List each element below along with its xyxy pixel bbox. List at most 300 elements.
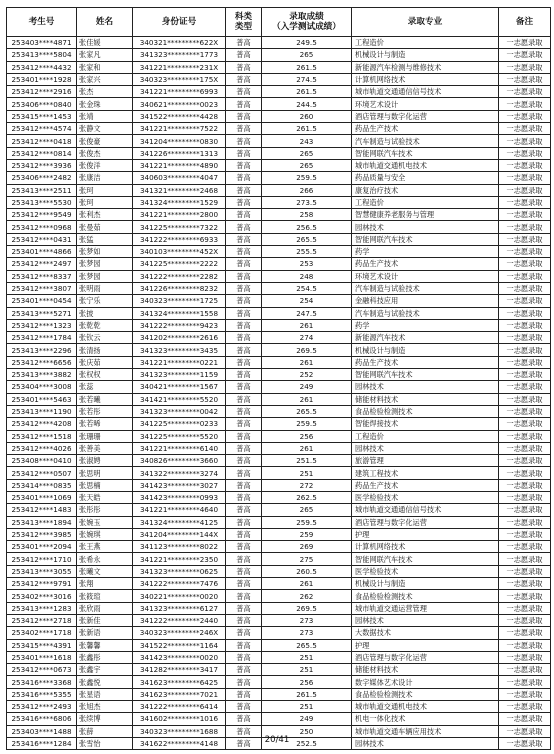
cell-major: 园林技术 bbox=[352, 737, 499, 749]
cell-idcard: 341423*********3027 bbox=[133, 479, 226, 491]
cell-type: 普高 bbox=[226, 209, 262, 221]
cell-type: 普高 bbox=[226, 184, 262, 196]
table-row bbox=[7, 98, 551, 110]
cell-major: 酒店管理与数字化运营 bbox=[352, 651, 499, 663]
cell-idcard: 341522*********4428 bbox=[133, 110, 226, 122]
table-row bbox=[7, 270, 551, 282]
cell-exam-id: 253412****0814 bbox=[7, 147, 77, 159]
table-row bbox=[7, 209, 551, 221]
cell-type: 普高 bbox=[226, 430, 262, 442]
cell-note: 一志愿录取 bbox=[499, 147, 551, 159]
cell-score: 251 bbox=[262, 467, 352, 479]
col-header-exam-id: 考生号 bbox=[7, 8, 77, 37]
cell-major: 酒店管理与数字化运营 bbox=[352, 110, 499, 122]
cell-note: 一志愿录取 bbox=[499, 553, 551, 565]
col-header-name: 姓名 bbox=[77, 8, 133, 37]
cell-note: 一志愿录取 bbox=[499, 123, 551, 135]
table-row bbox=[7, 565, 551, 577]
col-header-type-line1: 科类 bbox=[234, 12, 253, 22]
cell-note: 一志愿录取 bbox=[499, 516, 551, 528]
cell-score: 261.5 bbox=[262, 688, 352, 700]
cell-score: 261.5 bbox=[262, 86, 352, 98]
cell-major: 汽车制造与试验技术 bbox=[352, 282, 499, 294]
cell-exam-id: 253415****4391 bbox=[7, 639, 77, 651]
cell-idcard: 341226*********8232 bbox=[133, 282, 226, 294]
cell-idcard: 341222*********2440 bbox=[133, 614, 226, 626]
cell-name: 张俊豪 bbox=[77, 135, 133, 147]
cell-idcard: 341602*********1016 bbox=[133, 713, 226, 725]
cell-name: 张希永 bbox=[77, 553, 133, 565]
cell-score: 259.5 bbox=[262, 418, 352, 430]
col-header-score bbox=[262, 8, 352, 37]
cell-note: 一志愿录取 bbox=[499, 578, 551, 590]
cell-major: 园林技术 bbox=[352, 442, 499, 454]
cell-exam-id: 253415****1453 bbox=[7, 110, 77, 122]
cell-note: 一志愿录取 bbox=[499, 418, 551, 430]
cell-type: 普高 bbox=[226, 356, 262, 368]
cell-idcard: 341623*********6425 bbox=[133, 676, 226, 688]
cell-major: 储能材料技术 bbox=[352, 393, 499, 405]
cell-name: 张淑娉 bbox=[77, 455, 133, 467]
cell-name: 张旭杰 bbox=[77, 701, 133, 713]
cell-score: 274.5 bbox=[262, 73, 352, 85]
cell-note: 一志愿录取 bbox=[499, 639, 551, 651]
cell-note: 一志愿录取 bbox=[499, 491, 551, 503]
cell-major: 旅游管理 bbox=[352, 455, 499, 467]
table-row bbox=[7, 184, 551, 196]
cell-exam-id: 253401****0454 bbox=[7, 295, 77, 307]
cell-type: 普高 bbox=[226, 393, 262, 405]
table-row bbox=[7, 479, 551, 491]
cell-exam-id: 253413****1190 bbox=[7, 405, 77, 417]
cell-note: 一志愿录取 bbox=[499, 159, 551, 171]
cell-name: 张鑫悦 bbox=[77, 676, 133, 688]
cell-score: 253 bbox=[262, 258, 352, 270]
cell-idcard: 341324*********1558 bbox=[133, 307, 226, 319]
cell-score: 256 bbox=[262, 676, 352, 688]
cell-exam-id: 253413****3055 bbox=[7, 565, 77, 577]
cell-score: 250 bbox=[262, 725, 352, 737]
table-row bbox=[7, 467, 551, 479]
cell-exam-id: 253412****3936 bbox=[7, 159, 77, 171]
cell-score: 254 bbox=[262, 295, 352, 307]
cell-idcard: 341322*********3274 bbox=[133, 467, 226, 479]
cell-note: 一志愿录取 bbox=[499, 37, 551, 49]
cell-name: 张清扬 bbox=[77, 344, 133, 356]
table-row bbox=[7, 676, 551, 688]
cell-idcard: 341221*********6140 bbox=[133, 442, 226, 454]
cell-idcard: 341421*********5520 bbox=[133, 393, 226, 405]
cell-type: 普高 bbox=[226, 332, 262, 344]
table-row bbox=[7, 651, 551, 663]
cell-exam-id: 253412****2916 bbox=[7, 86, 77, 98]
cell-type: 普高 bbox=[226, 98, 262, 110]
cell-type: 普高 bbox=[226, 147, 262, 159]
cell-major: 城市轨道交通机电技术 bbox=[352, 701, 499, 713]
cell-note: 一志愿录取 bbox=[499, 381, 551, 393]
table-row bbox=[7, 578, 551, 590]
cell-major: 数字媒体艺术设计 bbox=[352, 676, 499, 688]
cell-score: 252 bbox=[262, 369, 352, 381]
col-header-idcard: 身份证号 bbox=[133, 8, 226, 37]
cell-note: 一志愿录取 bbox=[499, 676, 551, 688]
cell-note: 一志愿录取 bbox=[499, 627, 551, 639]
cell-type: 普高 bbox=[226, 676, 262, 688]
cell-type: 普高 bbox=[226, 590, 262, 602]
cell-note: 一志愿录取 bbox=[499, 356, 551, 368]
cell-exam-id: 253406****2482 bbox=[7, 172, 77, 184]
cell-exam-id: 253412****2718 bbox=[7, 614, 77, 626]
cell-name: 张梦如 bbox=[77, 246, 133, 258]
table-row bbox=[7, 110, 551, 122]
cell-name: 张善美 bbox=[77, 442, 133, 454]
cell-note: 一志愿录取 bbox=[499, 233, 551, 245]
cell-type: 普高 bbox=[226, 246, 262, 258]
cell-note: 一志愿录取 bbox=[499, 664, 551, 676]
cell-note: 一志愿录取 bbox=[499, 110, 551, 122]
cell-name: 张曼茹 bbox=[77, 221, 133, 233]
cell-note: 一志愿录取 bbox=[499, 295, 551, 307]
cell-name: 张乾乾 bbox=[77, 319, 133, 331]
cell-major: 工程造价 bbox=[352, 430, 499, 442]
cell-idcard: 341226*********1313 bbox=[133, 147, 226, 159]
cell-note: 一志愿录取 bbox=[499, 479, 551, 491]
cell-score: 249.5 bbox=[262, 37, 352, 49]
cell-exam-id: 253413****5530 bbox=[7, 196, 77, 208]
cell-name: 张王燕 bbox=[77, 541, 133, 553]
table-row bbox=[7, 221, 551, 233]
cell-major: 储能材料技术 bbox=[352, 664, 499, 676]
cell-name: 张新语 bbox=[77, 627, 133, 639]
cell-type: 普高 bbox=[226, 565, 262, 577]
cell-score: 265.5 bbox=[262, 233, 352, 245]
cell-type: 普高 bbox=[226, 578, 262, 590]
cell-type: 普高 bbox=[226, 49, 262, 61]
cell-exam-id: 253401****1928 bbox=[7, 73, 77, 85]
cell-type: 普高 bbox=[226, 73, 262, 85]
cell-score: 251.5 bbox=[262, 455, 352, 467]
table-row bbox=[7, 172, 551, 184]
cell-type: 普高 bbox=[226, 172, 262, 184]
cell-name: 张披 bbox=[77, 307, 133, 319]
cell-name: 张续博 bbox=[77, 713, 133, 725]
table-row bbox=[7, 307, 551, 319]
cell-score: 256.5 bbox=[262, 221, 352, 233]
cell-major: 工程造价 bbox=[352, 196, 499, 208]
cell-name: 张鑫彤 bbox=[77, 651, 133, 663]
cell-type: 普高 bbox=[226, 196, 262, 208]
cell-major: 新能源汽车技术 bbox=[352, 332, 499, 344]
cell-score: 261 bbox=[262, 356, 352, 368]
cell-exam-id: 253401****5463 bbox=[7, 393, 77, 405]
cell-type: 普高 bbox=[226, 110, 262, 122]
col-header-score-line2: （入学测试成绩） bbox=[272, 22, 341, 32]
table-row bbox=[7, 295, 551, 307]
cell-major: 酒店管理与数字化运营 bbox=[352, 516, 499, 528]
cell-note: 一志愿录取 bbox=[499, 430, 551, 442]
cell-exam-id: 253412****0507 bbox=[7, 467, 77, 479]
cell-idcard: 341324*********1529 bbox=[133, 196, 226, 208]
cell-major: 药学 bbox=[352, 319, 499, 331]
table-row bbox=[7, 344, 551, 356]
table-row bbox=[7, 381, 551, 393]
cell-idcard: 340621*********0023 bbox=[133, 98, 226, 110]
cell-idcard: 340323*********175X bbox=[133, 73, 226, 85]
cell-name: 张若曦 bbox=[77, 393, 133, 405]
cell-score: 261.5 bbox=[262, 61, 352, 73]
cell-exam-id: 253401****1069 bbox=[7, 491, 77, 503]
cell-exam-id: 253412****0431 bbox=[7, 233, 77, 245]
table-body bbox=[7, 37, 551, 750]
col-header-type-line2: 类型 bbox=[234, 22, 253, 32]
cell-note: 一志愿录取 bbox=[499, 725, 551, 737]
table-row bbox=[7, 246, 551, 258]
table-row bbox=[7, 602, 551, 614]
cell-note: 一志愿录取 bbox=[499, 184, 551, 196]
cell-type: 普高 bbox=[226, 369, 262, 381]
table-row bbox=[7, 455, 551, 467]
cell-note: 一志愿录取 bbox=[499, 713, 551, 725]
cell-exam-id: 253402****3016 bbox=[7, 590, 77, 602]
cell-exam-id: 253412****3807 bbox=[7, 282, 77, 294]
cell-note: 一志愿录取 bbox=[499, 405, 551, 417]
cell-name: 张蕊 bbox=[77, 381, 133, 393]
cell-note: 一志愿录取 bbox=[499, 307, 551, 319]
cell-major: 城市轨道交通车辆应用技术 bbox=[352, 725, 499, 737]
cell-type: 普高 bbox=[226, 418, 262, 430]
cell-major: 智能网联汽车技术 bbox=[352, 369, 499, 381]
cell-idcard: 341204*********144X bbox=[133, 528, 226, 540]
cell-score: 274 bbox=[262, 332, 352, 344]
cell-score: 258 bbox=[262, 209, 352, 221]
cell-major: 城市轨道交通通信信号技术 bbox=[352, 86, 499, 98]
cell-exam-id: 253412****4026 bbox=[7, 442, 77, 454]
cell-major: 园林技术 bbox=[352, 381, 499, 393]
cell-idcard: 341222*********6933 bbox=[133, 233, 226, 245]
cell-name: 张梦园 bbox=[77, 270, 133, 282]
cell-name: 张若彤 bbox=[77, 405, 133, 417]
col-header-note: 备注 bbox=[499, 8, 551, 37]
table-row bbox=[7, 159, 551, 171]
cell-idcard: 340421*********1567 bbox=[133, 381, 226, 393]
cell-idcard: 341423*********0993 bbox=[133, 491, 226, 503]
cell-exam-id: 253413****2511 bbox=[7, 184, 77, 196]
cell-note: 一志愿录取 bbox=[499, 442, 551, 454]
cell-note: 一志愿录取 bbox=[499, 196, 551, 208]
cell-exam-id: 253412****1518 bbox=[7, 430, 77, 442]
cell-name: 张明雨 bbox=[77, 282, 133, 294]
cell-type: 普高 bbox=[226, 541, 262, 553]
cell-type: 普高 bbox=[226, 664, 262, 676]
cell-type: 普高 bbox=[226, 713, 262, 725]
table-row bbox=[7, 319, 551, 331]
cell-idcard: 340221*********0020 bbox=[133, 590, 226, 602]
cell-type: 普高 bbox=[226, 639, 262, 651]
cell-exam-id: 253412****1323 bbox=[7, 319, 77, 331]
cell-exam-id: 253412****9791 bbox=[7, 578, 77, 590]
cell-exam-id: 253412****0968 bbox=[7, 221, 77, 233]
cell-exam-id: 253416****5355 bbox=[7, 688, 77, 700]
cell-name: 张思楠 bbox=[77, 479, 133, 491]
cell-exam-id: 253404****3008 bbox=[7, 381, 77, 393]
cell-exam-id: 253413****1283 bbox=[7, 602, 77, 614]
cell-major: 环境艺术设计 bbox=[352, 270, 499, 282]
cell-note: 一志愿录取 bbox=[499, 49, 551, 61]
table-row bbox=[7, 356, 551, 368]
cell-note: 一志愿录取 bbox=[499, 246, 551, 258]
cell-exam-id: 253412****4432 bbox=[7, 61, 77, 73]
cell-major: 城市轨道交通通信信号技术 bbox=[352, 504, 499, 516]
cell-score: 261 bbox=[262, 442, 352, 454]
cell-name: 张若晞 bbox=[77, 418, 133, 430]
cell-exam-id: 253406****0840 bbox=[7, 98, 77, 110]
cell-idcard: 341225*********7322 bbox=[133, 221, 226, 233]
cell-exam-id: 253412****9549 bbox=[7, 209, 77, 221]
cell-major: 机械设计与制造 bbox=[352, 49, 499, 61]
cell-score: 252.5 bbox=[262, 737, 352, 749]
cell-major: 环境艺术设计 bbox=[352, 98, 499, 110]
cell-name: 张筱瑄 bbox=[77, 590, 133, 602]
cell-exam-id: 253412****2493 bbox=[7, 701, 77, 713]
cell-score: 249 bbox=[262, 381, 352, 393]
cell-note: 一志愿录取 bbox=[499, 319, 551, 331]
cell-name: 张庆茹 bbox=[77, 356, 133, 368]
cell-note: 一志愿录取 bbox=[499, 701, 551, 713]
table-row bbox=[7, 701, 551, 713]
cell-exam-id: 253413****5804 bbox=[7, 49, 77, 61]
cell-exam-id: 253412****3985 bbox=[7, 528, 77, 540]
cell-exam-id: 253412****1710 bbox=[7, 553, 77, 565]
cell-note: 一志愿录取 bbox=[499, 221, 551, 233]
table-row bbox=[7, 123, 551, 135]
cell-name: 张静文 bbox=[77, 123, 133, 135]
cell-type: 普高 bbox=[226, 442, 262, 454]
cell-note: 一志愿录取 bbox=[499, 590, 551, 602]
cell-name: 张彤彤 bbox=[77, 504, 133, 516]
cell-idcard: 340323*********1725 bbox=[133, 295, 226, 307]
cell-idcard: 341282*********3417 bbox=[133, 664, 226, 676]
cell-major: 智能焊接技术 bbox=[352, 418, 499, 430]
table-row bbox=[7, 614, 551, 626]
cell-major: 建筑工程技术 bbox=[352, 467, 499, 479]
cell-exam-id: 253412****8337 bbox=[7, 270, 77, 282]
cell-exam-id: 253401****2094 bbox=[7, 541, 77, 553]
cell-score: 272 bbox=[262, 479, 352, 491]
cell-major: 食品检验检测技术 bbox=[352, 688, 499, 700]
cell-score: 260.5 bbox=[262, 565, 352, 577]
cell-score: 259.5 bbox=[262, 172, 352, 184]
cell-exam-id: 253414****0835 bbox=[7, 479, 77, 491]
cell-idcard: 341321*********2468 bbox=[133, 184, 226, 196]
cell-score: 269 bbox=[262, 541, 352, 553]
cell-note: 一志愿录取 bbox=[499, 467, 551, 479]
cell-name: 张靖 bbox=[77, 110, 133, 122]
cell-score: 262.5 bbox=[262, 491, 352, 503]
cell-note: 一志愿录取 bbox=[499, 270, 551, 282]
cell-exam-id: 253413****5271 bbox=[7, 307, 77, 319]
table-row bbox=[7, 541, 551, 553]
table-row bbox=[7, 37, 551, 49]
table-row bbox=[7, 61, 551, 73]
cell-note: 一志愿录取 bbox=[499, 282, 551, 294]
cell-score: 273 bbox=[262, 627, 352, 639]
cell-major: 药品生产技术 bbox=[352, 123, 499, 135]
cell-major: 智能网联汽车技术 bbox=[352, 233, 499, 245]
cell-name: 张金珠 bbox=[77, 98, 133, 110]
cell-idcard: 341323*********1773 bbox=[133, 49, 226, 61]
cell-exam-id: 253412****0418 bbox=[7, 135, 77, 147]
cell-major: 药品生产技术 bbox=[352, 258, 499, 270]
cell-note: 一志愿录取 bbox=[499, 541, 551, 553]
table-row bbox=[7, 282, 551, 294]
cell-note: 一志愿录取 bbox=[499, 393, 551, 405]
cell-idcard: 341222*********6414 bbox=[133, 701, 226, 713]
cell-major: 智慧健康养老服务与管理 bbox=[352, 209, 499, 221]
table-row bbox=[7, 491, 551, 503]
cell-score: 251 bbox=[262, 651, 352, 663]
table-row bbox=[7, 332, 551, 344]
cell-score: 265 bbox=[262, 147, 352, 159]
cell-name: 张钦云 bbox=[77, 332, 133, 344]
cell-note: 一志愿录取 bbox=[499, 332, 551, 344]
cell-idcard: 341324*********4125 bbox=[133, 516, 226, 528]
cell-score: 244.5 bbox=[262, 98, 352, 110]
cell-type: 普高 bbox=[226, 553, 262, 565]
cell-type: 普高 bbox=[226, 307, 262, 319]
cell-type: 普高 bbox=[226, 725, 262, 737]
cell-type: 普高 bbox=[226, 282, 262, 294]
cell-score: 255.5 bbox=[262, 246, 352, 258]
cell-idcard: 341221*********6993 bbox=[133, 86, 226, 98]
cell-exam-id: 253412****4208 bbox=[7, 418, 77, 430]
cell-type: 普高 bbox=[226, 159, 262, 171]
cell-exam-id: 253412****1483 bbox=[7, 504, 77, 516]
cell-idcard: 341202*********2616 bbox=[133, 332, 226, 344]
cell-major: 新能源汽车检测与维修技术 bbox=[352, 61, 499, 73]
cell-exam-id: 253402****1718 bbox=[7, 627, 77, 639]
cell-name: 张俊洋 bbox=[77, 159, 133, 171]
cell-major: 大数据技术 bbox=[352, 627, 499, 639]
cell-score: 261 bbox=[262, 393, 352, 405]
cell-note: 一志愿录取 bbox=[499, 369, 551, 381]
page-number: 20/41 bbox=[264, 735, 290, 745]
cell-major: 智能网联汽车技术 bbox=[352, 553, 499, 565]
admission-table bbox=[6, 7, 551, 750]
cell-major: 康复治疗技术 bbox=[352, 184, 499, 196]
cell-type: 普高 bbox=[226, 123, 262, 135]
cell-name: 张宁乐 bbox=[77, 295, 133, 307]
table-row bbox=[7, 713, 551, 725]
cell-idcard: 341221*********4640 bbox=[133, 504, 226, 516]
table-row bbox=[7, 196, 551, 208]
cell-score: 269.5 bbox=[262, 602, 352, 614]
cell-major: 护理 bbox=[352, 639, 499, 651]
cell-name: 张星语 bbox=[77, 688, 133, 700]
cell-major: 机械设计与制造 bbox=[352, 578, 499, 590]
cell-name: 张珂 bbox=[77, 196, 133, 208]
cell-name: 张利杰 bbox=[77, 209, 133, 221]
cell-idcard: 341222*********2282 bbox=[133, 270, 226, 282]
cell-score: 273.5 bbox=[262, 196, 352, 208]
cell-type: 普高 bbox=[226, 258, 262, 270]
cell-idcard: 341522*********1164 bbox=[133, 639, 226, 651]
cell-type: 普高 bbox=[226, 467, 262, 479]
cell-name: 张新佳 bbox=[77, 614, 133, 626]
cell-idcard: 340603*********4047 bbox=[133, 172, 226, 184]
cell-score: 251 bbox=[262, 664, 352, 676]
cell-type: 普高 bbox=[226, 319, 262, 331]
cell-type: 普高 bbox=[226, 688, 262, 700]
